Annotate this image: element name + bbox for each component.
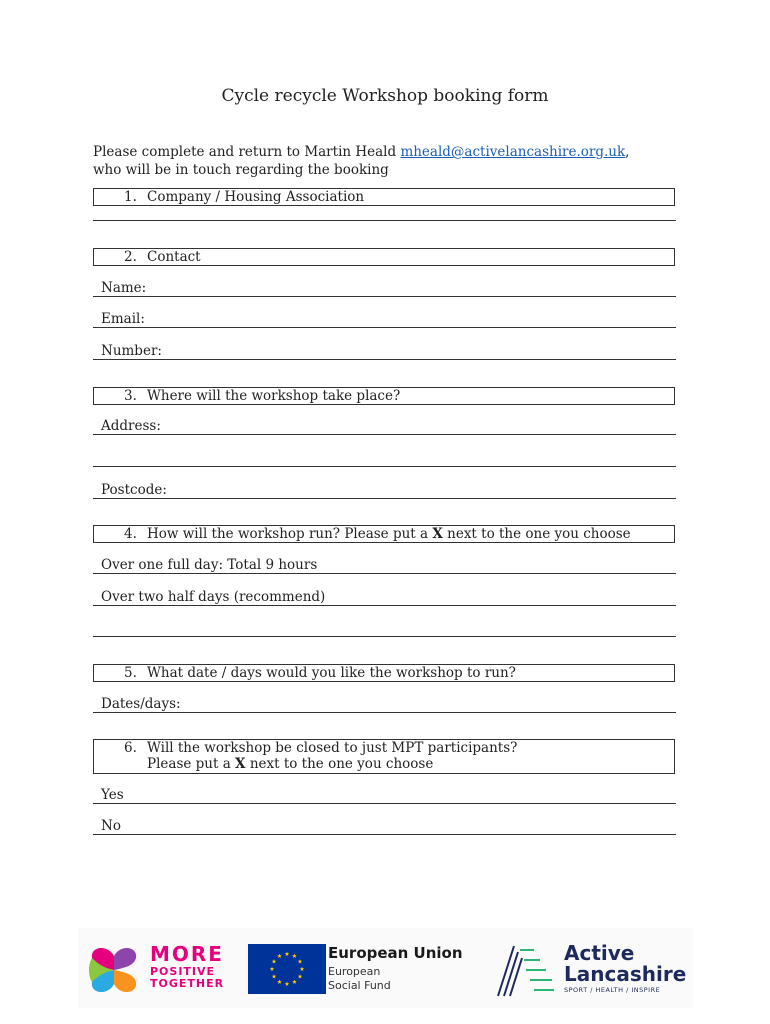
section-label: Will the workshop be closed to just MPT participants? (147, 740, 518, 756)
intro-text-after: , (625, 144, 630, 160)
section-label-bold-x: X (432, 526, 443, 542)
section-3-header (93, 387, 675, 405)
section-label: Company / Housing Association (147, 189, 365, 205)
section-label-after: next to the one you choose (442, 526, 631, 542)
number-field-line[interactable] (93, 359, 676, 360)
contact-email-link[interactable]: mheald@activelancashire.org.uk (400, 144, 626, 160)
section-label: Contact (147, 249, 201, 265)
section-number: 6. (124, 740, 137, 756)
option-extra-line[interactable] (93, 636, 676, 637)
address-field-line[interactable] (93, 434, 676, 435)
mpt-logo (86, 942, 226, 998)
active-lancashire-logo (496, 942, 686, 998)
dates-label: Dates/days: (101, 696, 181, 712)
option-full-day-label: Over one full day: Total 9 hours (101, 557, 318, 573)
mpt-more-text: MORE (150, 942, 224, 966)
section-5-header (93, 664, 675, 682)
name-label: Name: (101, 280, 147, 296)
yes-label: Yes (101, 787, 124, 803)
mpt-together-text: TOGETHER (150, 977, 225, 990)
section-number: 5. (124, 665, 137, 681)
option-half-days-label: Over two half days (recommend) (101, 589, 326, 605)
company-field-line[interactable] (93, 220, 676, 221)
email-label: Email: (101, 311, 145, 327)
section-label-line2-after: next to the one you choose (245, 756, 434, 772)
page-title: Cycle recycle Workshop booking form (221, 86, 549, 106)
mpt-positive-text: POSITIVE (150, 965, 216, 978)
yes-field-line[interactable] (93, 803, 676, 804)
section-4-header (93, 525, 675, 543)
intro-text-line2: who will be in touch regarding the booking (93, 162, 389, 178)
section-1-header (93, 188, 675, 206)
section-label: Where will the workshop take place? (147, 388, 401, 404)
eu-logo (248, 944, 478, 996)
section-number: 1. (124, 189, 137, 205)
footer-logos (78, 928, 693, 1008)
intro-text-before: Please complete and return to Martin Heald (93, 144, 401, 160)
section-number: 3. (124, 388, 137, 404)
address-label: Address: (101, 418, 161, 434)
al-name2: Lancashire (564, 962, 687, 986)
no-field-line[interactable] (93, 834, 676, 835)
section-label-line2: Please put a (147, 756, 236, 772)
eu-title: European Union (328, 944, 463, 962)
email-field-line[interactable] (93, 327, 676, 328)
postcode-field-line[interactable] (93, 498, 676, 499)
section-2-header (93, 248, 675, 266)
active-lancashire-mark (496, 942, 556, 998)
no-label: No (101, 818, 121, 834)
postcode-label: Postcode: (101, 482, 167, 498)
option-full-day-line[interactable] (93, 573, 676, 574)
section-label: How will the workshop run? Please put a (147, 526, 433, 542)
dates-field-line[interactable] (93, 712, 676, 713)
section-6-header (93, 739, 675, 774)
option-half-days-line[interactable] (93, 605, 676, 606)
section-number: 2. (124, 249, 137, 265)
section-label: What date / days would you like the workshop to run? (147, 665, 516, 681)
mpt-logo-mark (86, 942, 142, 998)
intro-text (93, 143, 629, 179)
name-field-line[interactable] (93, 296, 676, 297)
eu-flag-icon (248, 944, 326, 994)
address-field-line-2[interactable] (93, 466, 676, 467)
eu-sub2: Social Fund (328, 979, 391, 992)
eu-sub1: European (328, 965, 381, 978)
section-number: 4. (124, 526, 137, 542)
al-name1: Active (564, 941, 635, 965)
section-label-bold-x: X (235, 756, 246, 772)
number-label: Number: (101, 343, 162, 359)
al-tagline: SPORT / HEALTH / INSPIRE (564, 986, 661, 994)
